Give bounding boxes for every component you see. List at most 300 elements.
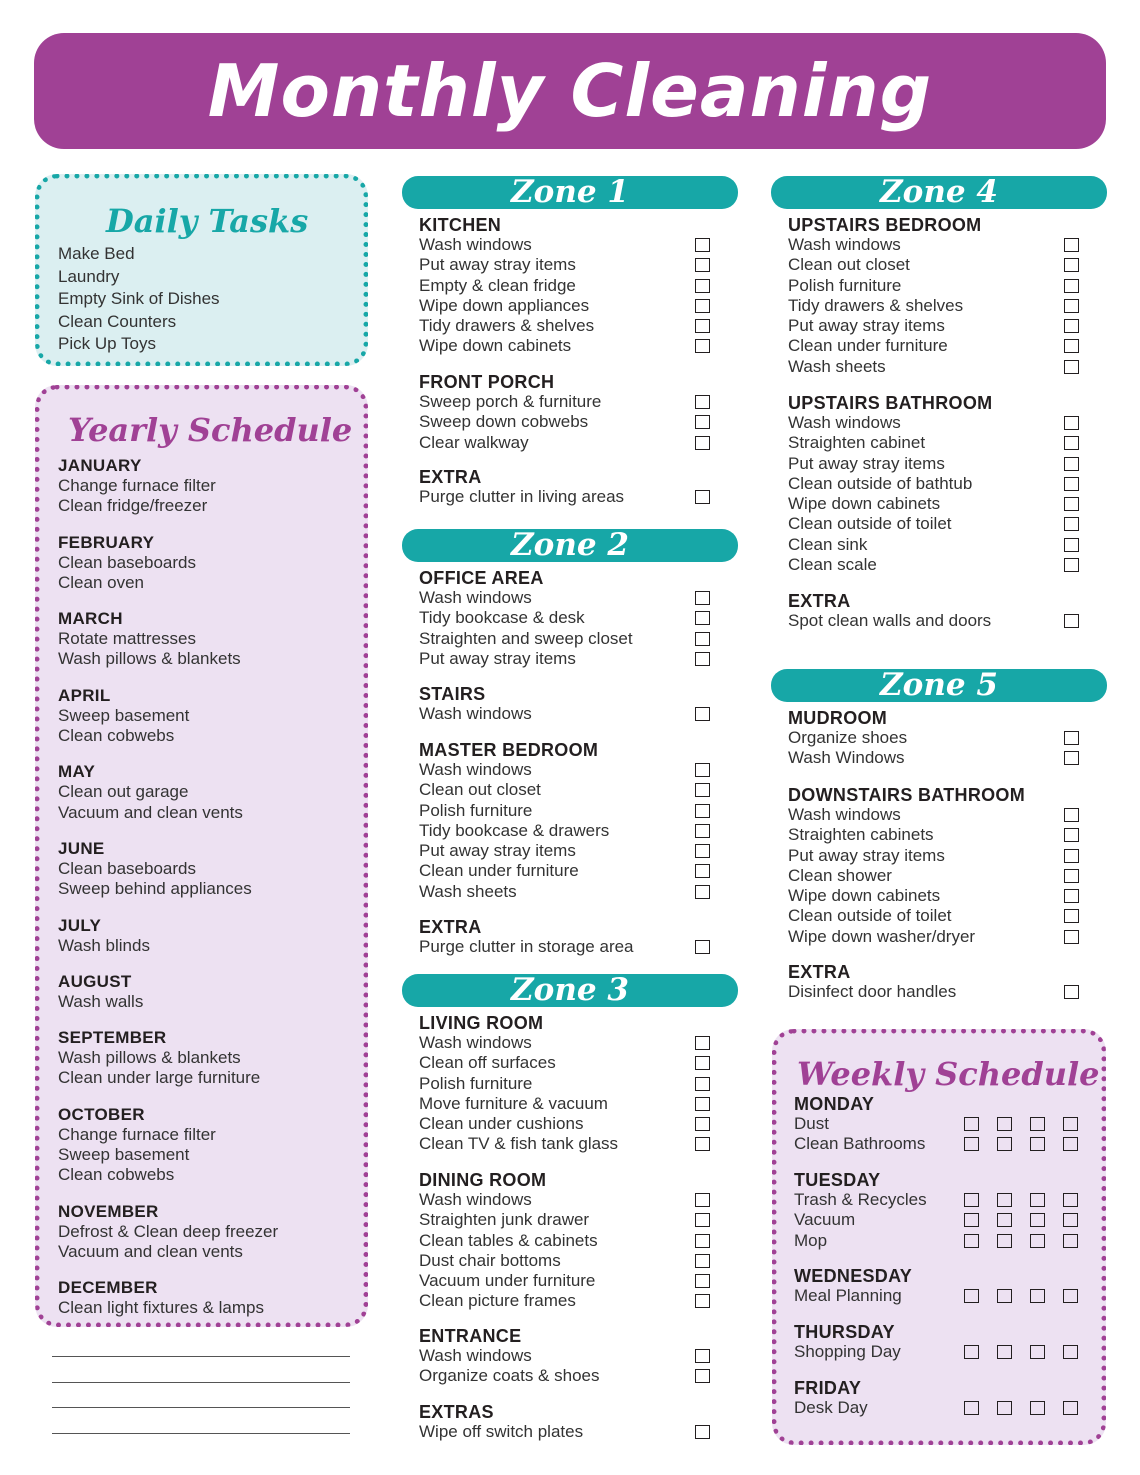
task-label: Clean under furniture — [419, 861, 579, 881]
zone-3-header — [402, 974, 738, 1007]
task-label: Vacuum under furniture — [419, 1271, 596, 1291]
week-checkboxes — [964, 1401, 1078, 1415]
task-checkbox[interactable] — [695, 1234, 710, 1248]
weekly-task-row — [794, 1231, 1094, 1251]
task-checkbox[interactable] — [695, 319, 710, 333]
task-row — [419, 1231, 719, 1251]
weekday-heading: THURSDAY — [794, 1322, 895, 1342]
month-heading: JUNE — [58, 838, 105, 858]
task-checkbox[interactable] — [1064, 558, 1079, 572]
task-checkbox[interactable] — [695, 1137, 710, 1151]
month-december — [58, 1278, 278, 1318]
task-checkbox[interactable] — [695, 885, 710, 899]
task-label: Wipe down cabinets — [788, 886, 941, 906]
section-heading: DINING ROOM — [419, 1170, 547, 1190]
section-heading: EXTRA — [419, 467, 482, 487]
list-item: Empty Sink of Dishes — [58, 289, 220, 308]
section-downstairs-bathroom — [788, 785, 1088, 947]
task-checkbox[interactable] — [1064, 238, 1079, 252]
task-checkbox[interactable] — [695, 1117, 710, 1131]
page-title: Monthly Cleaning — [207, 49, 933, 133]
task-checkbox[interactable] — [1030, 1193, 1045, 1207]
task-checkbox[interactable] — [695, 238, 710, 252]
section-heading: LIVING ROOM — [419, 1013, 544, 1033]
task-label: Wipe down cabinets — [788, 494, 941, 514]
task-checkbox[interactable] — [1030, 1289, 1045, 1303]
month-task: Sweep behind appliances — [58, 879, 252, 899]
note-line[interactable] — [52, 1382, 350, 1383]
task-label: Organize shoes — [788, 728, 908, 747]
task-checkbox[interactable] — [695, 1294, 710, 1308]
task-label: Move furniture & vacuum — [419, 1093, 608, 1113]
task-label: Wash windows — [419, 1346, 532, 1365]
task-row — [419, 255, 719, 275]
task-checkbox[interactable] — [997, 1117, 1012, 1131]
task-label: Wash windows — [419, 235, 532, 254]
task-checkbox[interactable] — [695, 707, 710, 721]
task-checkbox[interactable] — [997, 1193, 1012, 1207]
task-label: Dust chair bottoms — [419, 1250, 561, 1270]
task-row — [788, 906, 1088, 926]
task-checkbox[interactable] — [1064, 985, 1079, 999]
task-label: Straighten cabinet — [788, 433, 926, 453]
task-checkbox[interactable] — [1064, 416, 1079, 430]
month-april — [58, 686, 278, 747]
task-checkbox[interactable] — [1064, 808, 1079, 822]
task-checkbox[interactable] — [1064, 477, 1079, 491]
task-checkbox[interactable] — [964, 1401, 979, 1415]
task-checkbox[interactable] — [964, 1137, 979, 1151]
weekly-task-row — [794, 1342, 1094, 1362]
task-label: Put away stray items — [419, 648, 576, 668]
task-row — [788, 825, 1088, 845]
task-checkbox[interactable] — [1064, 930, 1079, 944]
task-checkbox[interactable] — [1064, 849, 1079, 863]
month-january — [58, 456, 278, 517]
week-checkboxes — [964, 1289, 1078, 1303]
weekday-tuesday — [794, 1170, 1094, 1251]
daily-tasks-title: Daily Tasks — [106, 202, 309, 240]
task-label: Clean under cushions — [419, 1114, 584, 1134]
section-zone4-extra — [788, 591, 1088, 631]
month-heading: DECEMBER — [58, 1278, 158, 1298]
task-checkbox[interactable] — [1030, 1117, 1045, 1131]
weekly-task-row — [794, 1114, 1094, 1134]
list-item: Pick Up Toys — [58, 334, 156, 353]
task-row — [419, 1210, 719, 1230]
zone-5-label: Zone 5 — [880, 667, 998, 703]
task-row — [788, 433, 1088, 453]
section-zone1-extra — [419, 467, 719, 507]
task-label: Dust — [794, 1114, 829, 1133]
task-checkbox[interactable] — [1063, 1117, 1078, 1131]
task-row — [419, 780, 719, 800]
month-may — [58, 762, 278, 823]
task-checkbox[interactable] — [964, 1193, 979, 1207]
task-row — [419, 608, 719, 628]
month-heading: OCTOBER — [58, 1104, 145, 1124]
task-label: Disinfect door handles — [788, 982, 957, 1001]
month-heading: SEPTEMBER — [58, 1028, 167, 1048]
yearly-schedule-box — [35, 385, 368, 1327]
task-row — [419, 1134, 719, 1154]
task-label: Tidy drawers & shelves — [788, 295, 964, 315]
task-label: Clean off surfaces — [419, 1053, 556, 1073]
note-line[interactable] — [52, 1433, 350, 1434]
month-task: Clean light fixtures & lamps — [58, 1298, 264, 1318]
month-task: Clean fridge/freezer — [58, 496, 208, 516]
task-row — [788, 296, 1088, 316]
task-row — [419, 235, 719, 255]
task-checkbox[interactable] — [695, 864, 710, 878]
task-label: Wipe down appliances — [419, 295, 590, 315]
month-september — [58, 1028, 278, 1089]
zone-2-label: Zone 2 — [511, 527, 629, 563]
task-label: Sweep down cobwebs — [419, 412, 589, 432]
task-checkbox[interactable] — [1064, 517, 1079, 531]
month-task: Clean baseboards — [58, 552, 196, 572]
section-heading: EXTRA — [419, 917, 482, 937]
task-checkbox[interactable] — [695, 1425, 710, 1439]
task-row — [788, 316, 1088, 336]
task-row — [419, 1094, 719, 1114]
section-heading: ENTRANCE — [419, 1326, 522, 1346]
yearly-schedule-title: Yearly Schedule — [68, 411, 353, 449]
task-row — [419, 1346, 719, 1366]
task-label: Wash Windows — [788, 748, 905, 768]
task-checkbox[interactable] — [695, 1349, 710, 1363]
notes-lines[interactable] — [52, 1356, 350, 1458]
section-office-area — [419, 568, 719, 669]
task-checkbox[interactable] — [695, 652, 710, 666]
task-label: Polish furniture — [419, 1073, 533, 1093]
month-march — [58, 609, 278, 670]
task-row — [419, 629, 719, 649]
task-checkbox[interactable] — [964, 1289, 979, 1303]
month-november — [58, 1202, 278, 1263]
month-task: Vacuum and clean vents — [58, 1241, 243, 1261]
task-checkbox[interactable] — [1063, 1289, 1078, 1303]
task-row — [419, 1291, 719, 1311]
task-row — [419, 1053, 719, 1073]
task-checkbox[interactable] — [1064, 889, 1079, 903]
task-row — [419, 487, 719, 507]
month-february — [58, 533, 278, 594]
task-checkbox[interactable] — [695, 783, 710, 797]
section-upstairs-bedroom — [788, 215, 1088, 377]
task-checkbox[interactable] — [1064, 319, 1079, 333]
task-checkbox[interactable] — [1030, 1345, 1045, 1359]
task-checkbox[interactable] — [1030, 1137, 1045, 1151]
task-checkbox[interactable] — [1064, 828, 1079, 842]
task-row — [788, 555, 1088, 575]
task-row — [419, 937, 719, 957]
task-checkbox[interactable] — [695, 1036, 710, 1050]
task-checkbox[interactable] — [997, 1401, 1012, 1415]
task-label: Put away stray items — [788, 453, 945, 473]
title-banner — [34, 33, 1106, 149]
zone-5-header — [771, 669, 1107, 702]
month-task: Rotate mattresses — [58, 629, 196, 649]
note-line[interactable] — [52, 1407, 350, 1408]
task-label: Vacuum — [794, 1210, 856, 1230]
task-label: Wash windows — [788, 413, 901, 432]
task-label: Clean Bathrooms — [794, 1134, 926, 1154]
task-checkbox[interactable] — [1063, 1234, 1078, 1248]
task-label: Put away stray items — [419, 255, 576, 275]
task-label: Clean TV & fish tank glass — [419, 1134, 619, 1154]
month-list — [58, 456, 278, 1335]
task-checkbox[interactable] — [1064, 299, 1079, 313]
list-item: Clean Counters — [58, 311, 177, 331]
task-label: Polish furniture — [419, 800, 533, 820]
list-item: Laundry — [58, 266, 120, 286]
task-label: Clean outside of toilet — [788, 906, 952, 926]
month-task: Clean cobwebs — [58, 726, 175, 746]
section-heading: MASTER BEDROOM — [419, 740, 599, 760]
zone-2-header — [402, 529, 738, 562]
task-row — [788, 728, 1088, 748]
task-row — [788, 494, 1088, 514]
month-task: Vacuum and clean vents — [58, 802, 243, 822]
week-checkboxes — [964, 1345, 1078, 1359]
task-checkbox[interactable] — [1030, 1401, 1045, 1415]
section-zone3-extras — [419, 1402, 719, 1442]
task-checkbox[interactable] — [1064, 497, 1079, 511]
task-row — [419, 392, 719, 412]
task-label: Clear walkway — [419, 432, 529, 452]
task-checkbox[interactable] — [997, 1137, 1012, 1151]
task-row — [419, 412, 719, 432]
month-heading: NOVEMBER — [58, 1201, 159, 1221]
task-checkbox[interactable] — [695, 415, 710, 429]
task-label: Mop — [794, 1230, 828, 1250]
section-kitchen — [419, 215, 719, 357]
month-heading: FEBRUARY — [58, 532, 155, 552]
task-checkbox[interactable] — [695, 1097, 710, 1111]
task-checkbox[interactable] — [964, 1213, 979, 1227]
task-label: Clean under furniture — [788, 336, 948, 356]
task-label: Wash windows — [419, 1190, 532, 1209]
task-checkbox[interactable] — [1064, 538, 1079, 552]
task-checkbox[interactable] — [695, 1254, 710, 1268]
list-item: Make Bed — [58, 244, 135, 263]
month-july — [58, 916, 278, 956]
task-label: Purge clutter in living areas — [419, 487, 625, 506]
task-row — [419, 1190, 719, 1210]
task-label: Empty & clean fridge — [419, 275, 576, 295]
task-label: Clean outside of bathtub — [788, 473, 973, 493]
month-task: Clean out garage — [58, 782, 189, 802]
month-august — [58, 972, 278, 1012]
task-checkbox[interactable] — [1064, 869, 1079, 883]
task-checkbox[interactable] — [1063, 1401, 1078, 1415]
task-label: Trash & Recycles — [794, 1190, 927, 1209]
task-checkbox[interactable] — [695, 940, 710, 954]
task-row — [419, 760, 719, 780]
month-task: Wash pillows & blankets — [58, 649, 241, 669]
weekly-task-row — [794, 1286, 1094, 1306]
month-october — [58, 1105, 278, 1186]
task-checkbox[interactable] — [997, 1289, 1012, 1303]
task-row — [788, 235, 1088, 255]
task-checkbox[interactable] — [695, 1056, 710, 1070]
note-line[interactable] — [52, 1356, 350, 1357]
section-entrance — [419, 1326, 719, 1387]
weekday-heading: FRIDAY — [794, 1378, 862, 1398]
task-checkbox[interactable] — [997, 1345, 1012, 1359]
weekday-heading: WEDNESDAY — [794, 1266, 913, 1286]
task-checkbox[interactable] — [997, 1234, 1012, 1248]
task-label: Clean shower — [788, 865, 892, 885]
task-row — [788, 336, 1088, 356]
zone-1-header — [402, 176, 738, 209]
task-checkbox[interactable] — [1063, 1193, 1078, 1207]
task-checkbox[interactable] — [695, 258, 710, 272]
task-checkbox[interactable] — [695, 1193, 710, 1207]
task-checkbox[interactable] — [1064, 279, 1079, 293]
task-label: Clean picture frames — [419, 1291, 576, 1311]
task-checkbox[interactable] — [1063, 1137, 1078, 1151]
task-row — [788, 886, 1088, 906]
task-checkbox[interactable] — [964, 1234, 979, 1248]
task-checkbox[interactable] — [695, 279, 710, 293]
task-checkbox[interactable] — [1064, 614, 1079, 628]
zone-4-label: Zone 4 — [880, 174, 998, 210]
task-label: Wash windows — [419, 1033, 532, 1052]
task-checkbox[interactable] — [1030, 1213, 1045, 1227]
section-heading: EXTRA — [788, 591, 851, 611]
task-row — [419, 1114, 719, 1134]
task-row — [419, 841, 719, 861]
task-row — [419, 801, 719, 821]
section-living-room — [419, 1013, 719, 1155]
task-row — [419, 649, 719, 669]
task-checkbox[interactable] — [695, 1274, 710, 1288]
task-checkbox[interactable] — [1064, 751, 1079, 765]
week-checkboxes — [964, 1213, 1078, 1227]
month-task: Wash walls — [58, 991, 144, 1011]
task-checkbox[interactable] — [695, 436, 710, 450]
task-row — [788, 514, 1088, 534]
task-checkbox[interactable] — [695, 395, 710, 409]
task-checkbox[interactable] — [695, 490, 710, 504]
task-label: Wash windows — [419, 760, 532, 779]
month-heading: APRIL — [58, 685, 111, 705]
task-label: Straighten junk drawer — [419, 1210, 590, 1230]
task-label: Put away stray items — [788, 316, 945, 336]
task-label: Purge clutter in storage area — [419, 937, 634, 956]
month-heading: AUGUST — [58, 971, 132, 991]
task-checkbox[interactable] — [695, 1213, 710, 1227]
weekly-schedule-title: Weekly Schedule — [797, 1055, 1100, 1093]
week-checkboxes — [964, 1193, 1078, 1207]
month-task: Clean under large furniture — [58, 1068, 261, 1088]
task-checkbox[interactable] — [964, 1117, 979, 1131]
task-label: Clean out closet — [419, 780, 541, 800]
section-heading: UPSTAIRS BATHROOM — [788, 393, 993, 413]
task-checkbox[interactable] — [695, 1077, 710, 1091]
task-checkbox[interactable] — [1064, 258, 1079, 272]
section-heading: DOWNSTAIRS BATHROOM — [788, 785, 1026, 805]
task-checkbox[interactable] — [695, 804, 710, 818]
task-row — [419, 821, 719, 841]
month-task: Sweep basement — [58, 1145, 190, 1165]
task-row — [419, 1251, 719, 1271]
task-label: Desk Day — [794, 1398, 868, 1417]
task-row — [788, 474, 1088, 494]
task-checkbox[interactable] — [695, 339, 710, 353]
task-checkbox[interactable] — [695, 1369, 710, 1383]
task-checkbox[interactable] — [695, 591, 710, 605]
task-label: Put away stray items — [788, 845, 945, 865]
task-checkbox[interactable] — [1064, 360, 1079, 374]
task-row — [788, 413, 1088, 433]
task-label: Tidy bookcase & drawers — [419, 820, 610, 840]
task-checkbox[interactable] — [997, 1213, 1012, 1227]
section-zone5-extra — [788, 962, 1088, 1002]
task-checkbox[interactable] — [964, 1345, 979, 1359]
task-checkbox[interactable] — [1064, 339, 1079, 353]
section-front-porch — [419, 372, 719, 453]
task-row — [788, 748, 1088, 768]
task-checkbox[interactable] — [695, 844, 710, 858]
month-heading: MARCH — [58, 609, 123, 629]
task-label: Straighten cabinets — [788, 825, 934, 845]
task-label: Clean scale — [788, 555, 877, 575]
task-checkbox[interactable] — [695, 763, 710, 777]
month-heading: JULY — [58, 915, 102, 935]
task-label: Clean out closet — [788, 255, 910, 275]
zone-1-label: Zone 1 — [511, 174, 629, 210]
task-checkbox[interactable] — [695, 299, 710, 313]
month-task: Clean cobwebs — [58, 1165, 175, 1185]
task-checkbox[interactable] — [695, 611, 710, 625]
zone-3-label: Zone 3 — [511, 972, 629, 1008]
month-heading: MAY — [58, 762, 96, 782]
task-label: Wipe down washer/dryer — [788, 926, 976, 946]
task-checkbox[interactable] — [1064, 731, 1079, 745]
weekly-task-row — [794, 1190, 1094, 1210]
task-checkbox[interactable] — [1063, 1213, 1078, 1227]
task-row — [419, 882, 719, 902]
section-heading: STAIRS — [419, 684, 486, 704]
task-row — [788, 611, 1088, 631]
task-label: Straighten and sweep closet — [419, 628, 633, 648]
task-checkbox[interactable] — [695, 632, 710, 646]
task-row — [788, 255, 1088, 275]
task-label: Put away stray items — [419, 841, 576, 861]
weekday-heading: TUESDAY — [794, 1170, 881, 1190]
task-label: Shopping Day — [794, 1342, 901, 1361]
task-checkbox[interactable] — [1064, 457, 1079, 471]
weekday-friday — [794, 1378, 1094, 1418]
task-checkbox[interactable] — [1064, 436, 1079, 450]
task-checkbox[interactable] — [1063, 1345, 1078, 1359]
section-heading: FRONT PORCH — [419, 372, 555, 392]
section-heading: EXTRA — [788, 962, 851, 982]
task-checkbox[interactable] — [1064, 909, 1079, 923]
task-row — [419, 336, 719, 356]
task-row — [419, 276, 719, 296]
daily-tasks-box — [35, 174, 368, 366]
task-checkbox[interactable] — [695, 824, 710, 838]
task-label: Wipe off switch plates — [419, 1422, 584, 1441]
task-label: Sweep porch & furniture — [419, 392, 602, 411]
task-checkbox[interactable] — [1030, 1234, 1045, 1248]
weekday-thursday — [794, 1322, 1094, 1362]
task-label: Tidy drawers & shelves — [419, 316, 595, 336]
